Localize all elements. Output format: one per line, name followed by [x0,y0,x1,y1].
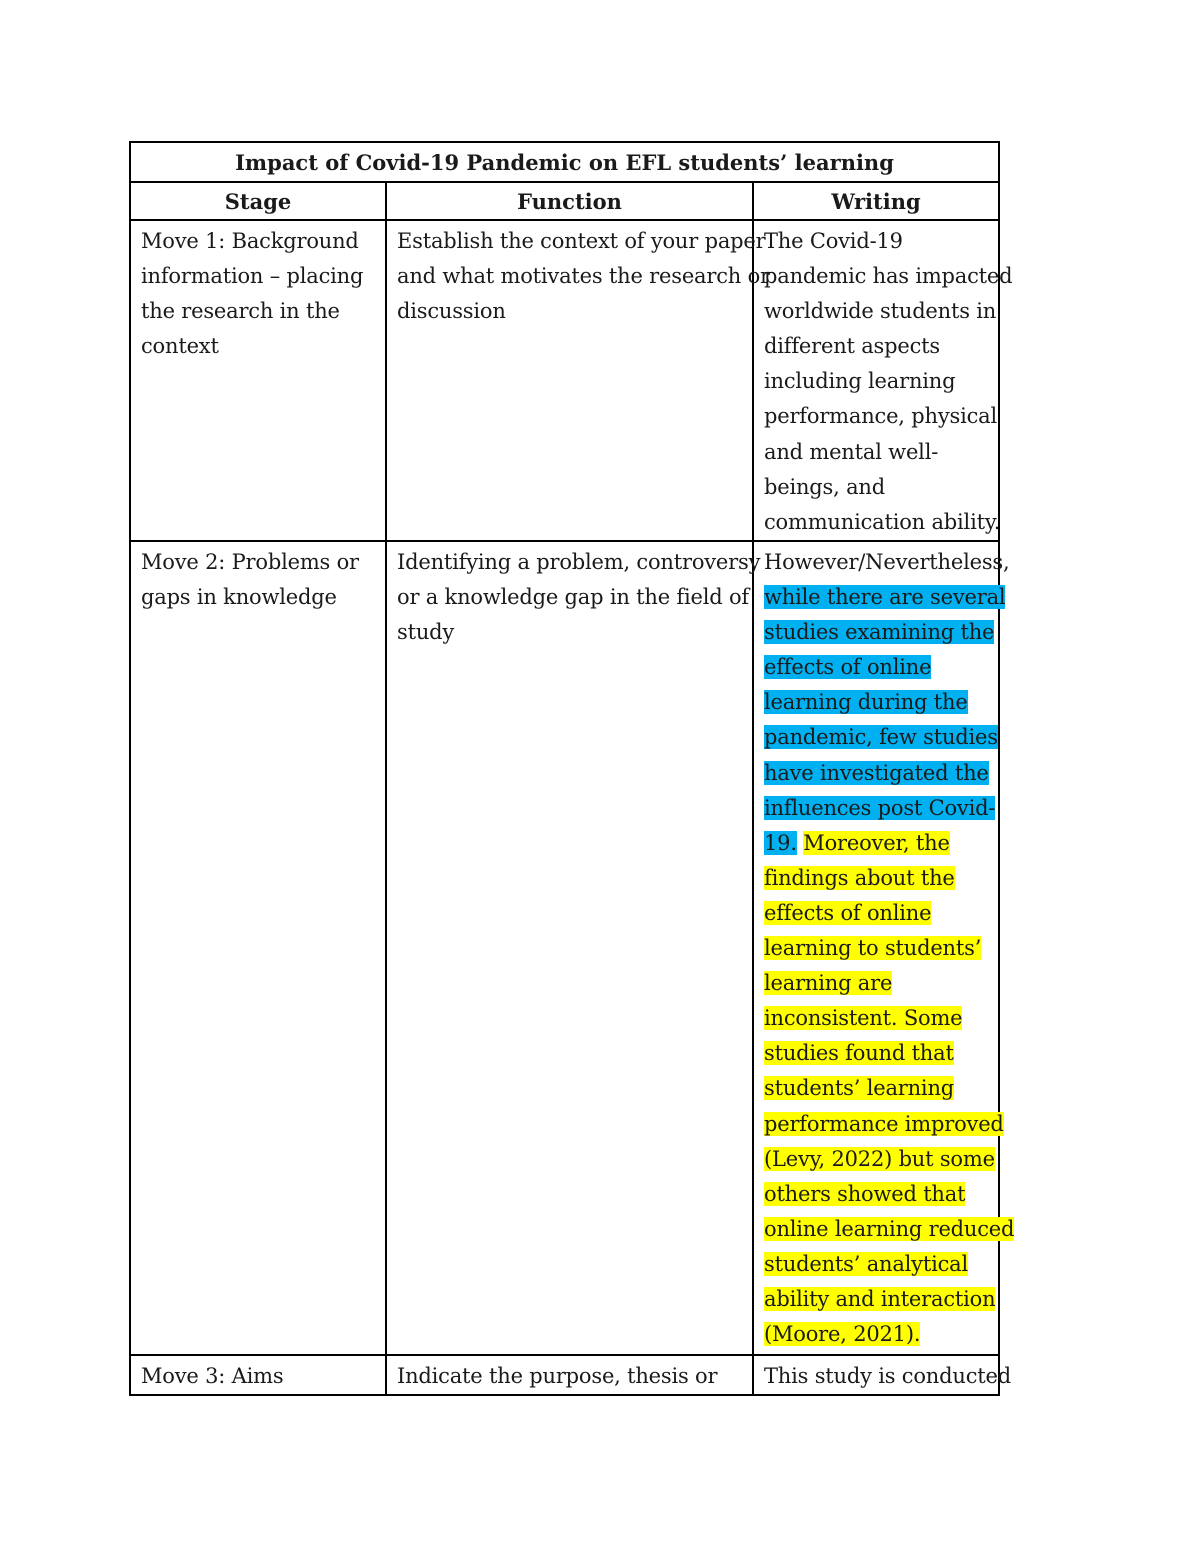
highlighted-text-blue: pandemic, few studies [764,725,998,750]
cell-text-line [764,1317,988,1352]
cell-text-line [764,1282,996,1317]
cell-text-line [764,720,998,755]
highlighted-text-yellow: (Levy, 2022) but some [764,1146,995,1171]
cell-text-line [764,791,996,826]
cell-text-line: Indicate the purpose, thesis or [397,1364,718,1388]
highlighted-text-yellow: inconsistent. Some [764,1006,963,1031]
cell-text-line [764,580,1006,615]
function-cell [386,1355,753,1395]
writing-cell [753,541,1015,1355]
cell-text-line [764,826,988,861]
cell-text-line: worldwide students in [764,299,997,324]
stage-cell [130,220,386,541]
cell-text-line: This study is conducted [764,1364,1011,1388]
highlighted-text-blue: while there are several [764,585,1006,610]
table-header-row [130,182,999,220]
highlighted-text-yellow: learning are [764,971,893,996]
cell-text-line [764,1247,988,1282]
cell-text-line [764,1177,988,1212]
highlighted-text-yellow: students’ analytical [764,1251,969,1276]
cell-text-line [764,756,988,791]
cell-text-line: pandemic has impacted [764,264,1013,289]
cell-text-line [764,650,988,685]
highlighted-text-yellow: learning to students’ [764,936,982,961]
cell-text-line: and mental well- [764,439,939,464]
cell-text-line: communication ability. [764,509,1001,534]
cell-text-line: the research in the [141,299,340,324]
highlighted-text-yellow: studies found that [764,1041,954,1066]
cell-text-line [764,966,988,1001]
cell-text-line [764,545,1010,580]
cell-text-line: The Covid-19 [764,229,903,253]
cell-text-line: Move 2: Problems or [141,550,359,574]
cell-text-line [764,896,988,931]
cell-text-line: information – placing [141,264,364,289]
document-table [129,141,1015,1396]
cell-text-line: and what motivates the research or [397,264,770,289]
highlighted-text-yellow: performance improved [764,1111,1004,1136]
highlighted-text-yellow: (Moore, 2021). [764,1322,921,1347]
highlighted-text-yellow: ability and interaction [764,1286,996,1311]
highlighted-text-blue: studies examining the [764,620,995,645]
function-cell [386,541,761,1355]
highlighted-text-blue: have investigated the [764,760,989,785]
highlighted-text-yellow: online learning reduced [764,1216,1015,1241]
cell-text-line: Identifying a problem, controversy [397,550,761,574]
cell-text-line: gaps in knowledge [141,585,337,610]
table-row [130,220,999,541]
header-writing: Writing [753,182,999,220]
text-segment: However/Nevertheless, [764,550,1010,574]
highlighted-text-blue: learning during the [764,690,968,715]
stage-cell [130,541,386,1355]
cell-text-line: beings, and [764,474,885,499]
cell-text-line: discussion [397,299,506,324]
highlighted-text-yellow: others showed that [764,1181,966,1206]
cell-text-line: Move 1: Background [141,229,359,253]
table-row [130,1355,999,1395]
header-stage: Stage [130,182,386,220]
cell-text-line: Establish the context of your paper [397,229,766,253]
cell-text-line [764,1212,1015,1247]
cell-text-line: different aspects [764,334,940,359]
cell-text-line [764,1107,1004,1142]
header-function: Function [386,182,753,220]
cell-text-line: including learning [764,369,956,394]
cell-text-line [764,615,995,650]
highlighted-text-yellow: findings about the [764,865,955,890]
cell-text-line: context [141,334,219,359]
cell-text-line: or a knowledge gap in the field of [397,585,749,610]
function-cell [386,220,770,541]
table-title-row [130,142,999,182]
highlighted-text-yellow: effects of online [764,900,932,925]
highlighted-text-blue: 19. [764,830,797,855]
stage-cell [130,1355,386,1395]
writing-cell [753,1355,1011,1395]
cell-text-line [764,1036,988,1071]
highlighted-text-yellow: Moreover, the [803,830,950,855]
highlighted-text-blue: influences post Covid- [764,795,996,820]
cell-text-line [764,1071,988,1106]
table-title: Impact of Covid-19 Pandemic on EFL students’ learning [130,142,999,182]
highlighted-text-yellow: students’ learning [764,1076,955,1101]
cell-text-line: performance, physical [764,404,997,429]
cell-text-line [764,1142,995,1177]
writing-cell [753,220,1013,541]
cell-text-line: Move 3: Aims [141,1364,284,1388]
table-row [130,541,999,1355]
cell-text-line [764,931,988,966]
cell-text-line [764,861,988,896]
cell-text-line [764,685,988,720]
cell-text-line: study [397,620,455,645]
highlighted-text-blue: effects of online [764,655,932,680]
cell-text-line [764,1001,988,1036]
